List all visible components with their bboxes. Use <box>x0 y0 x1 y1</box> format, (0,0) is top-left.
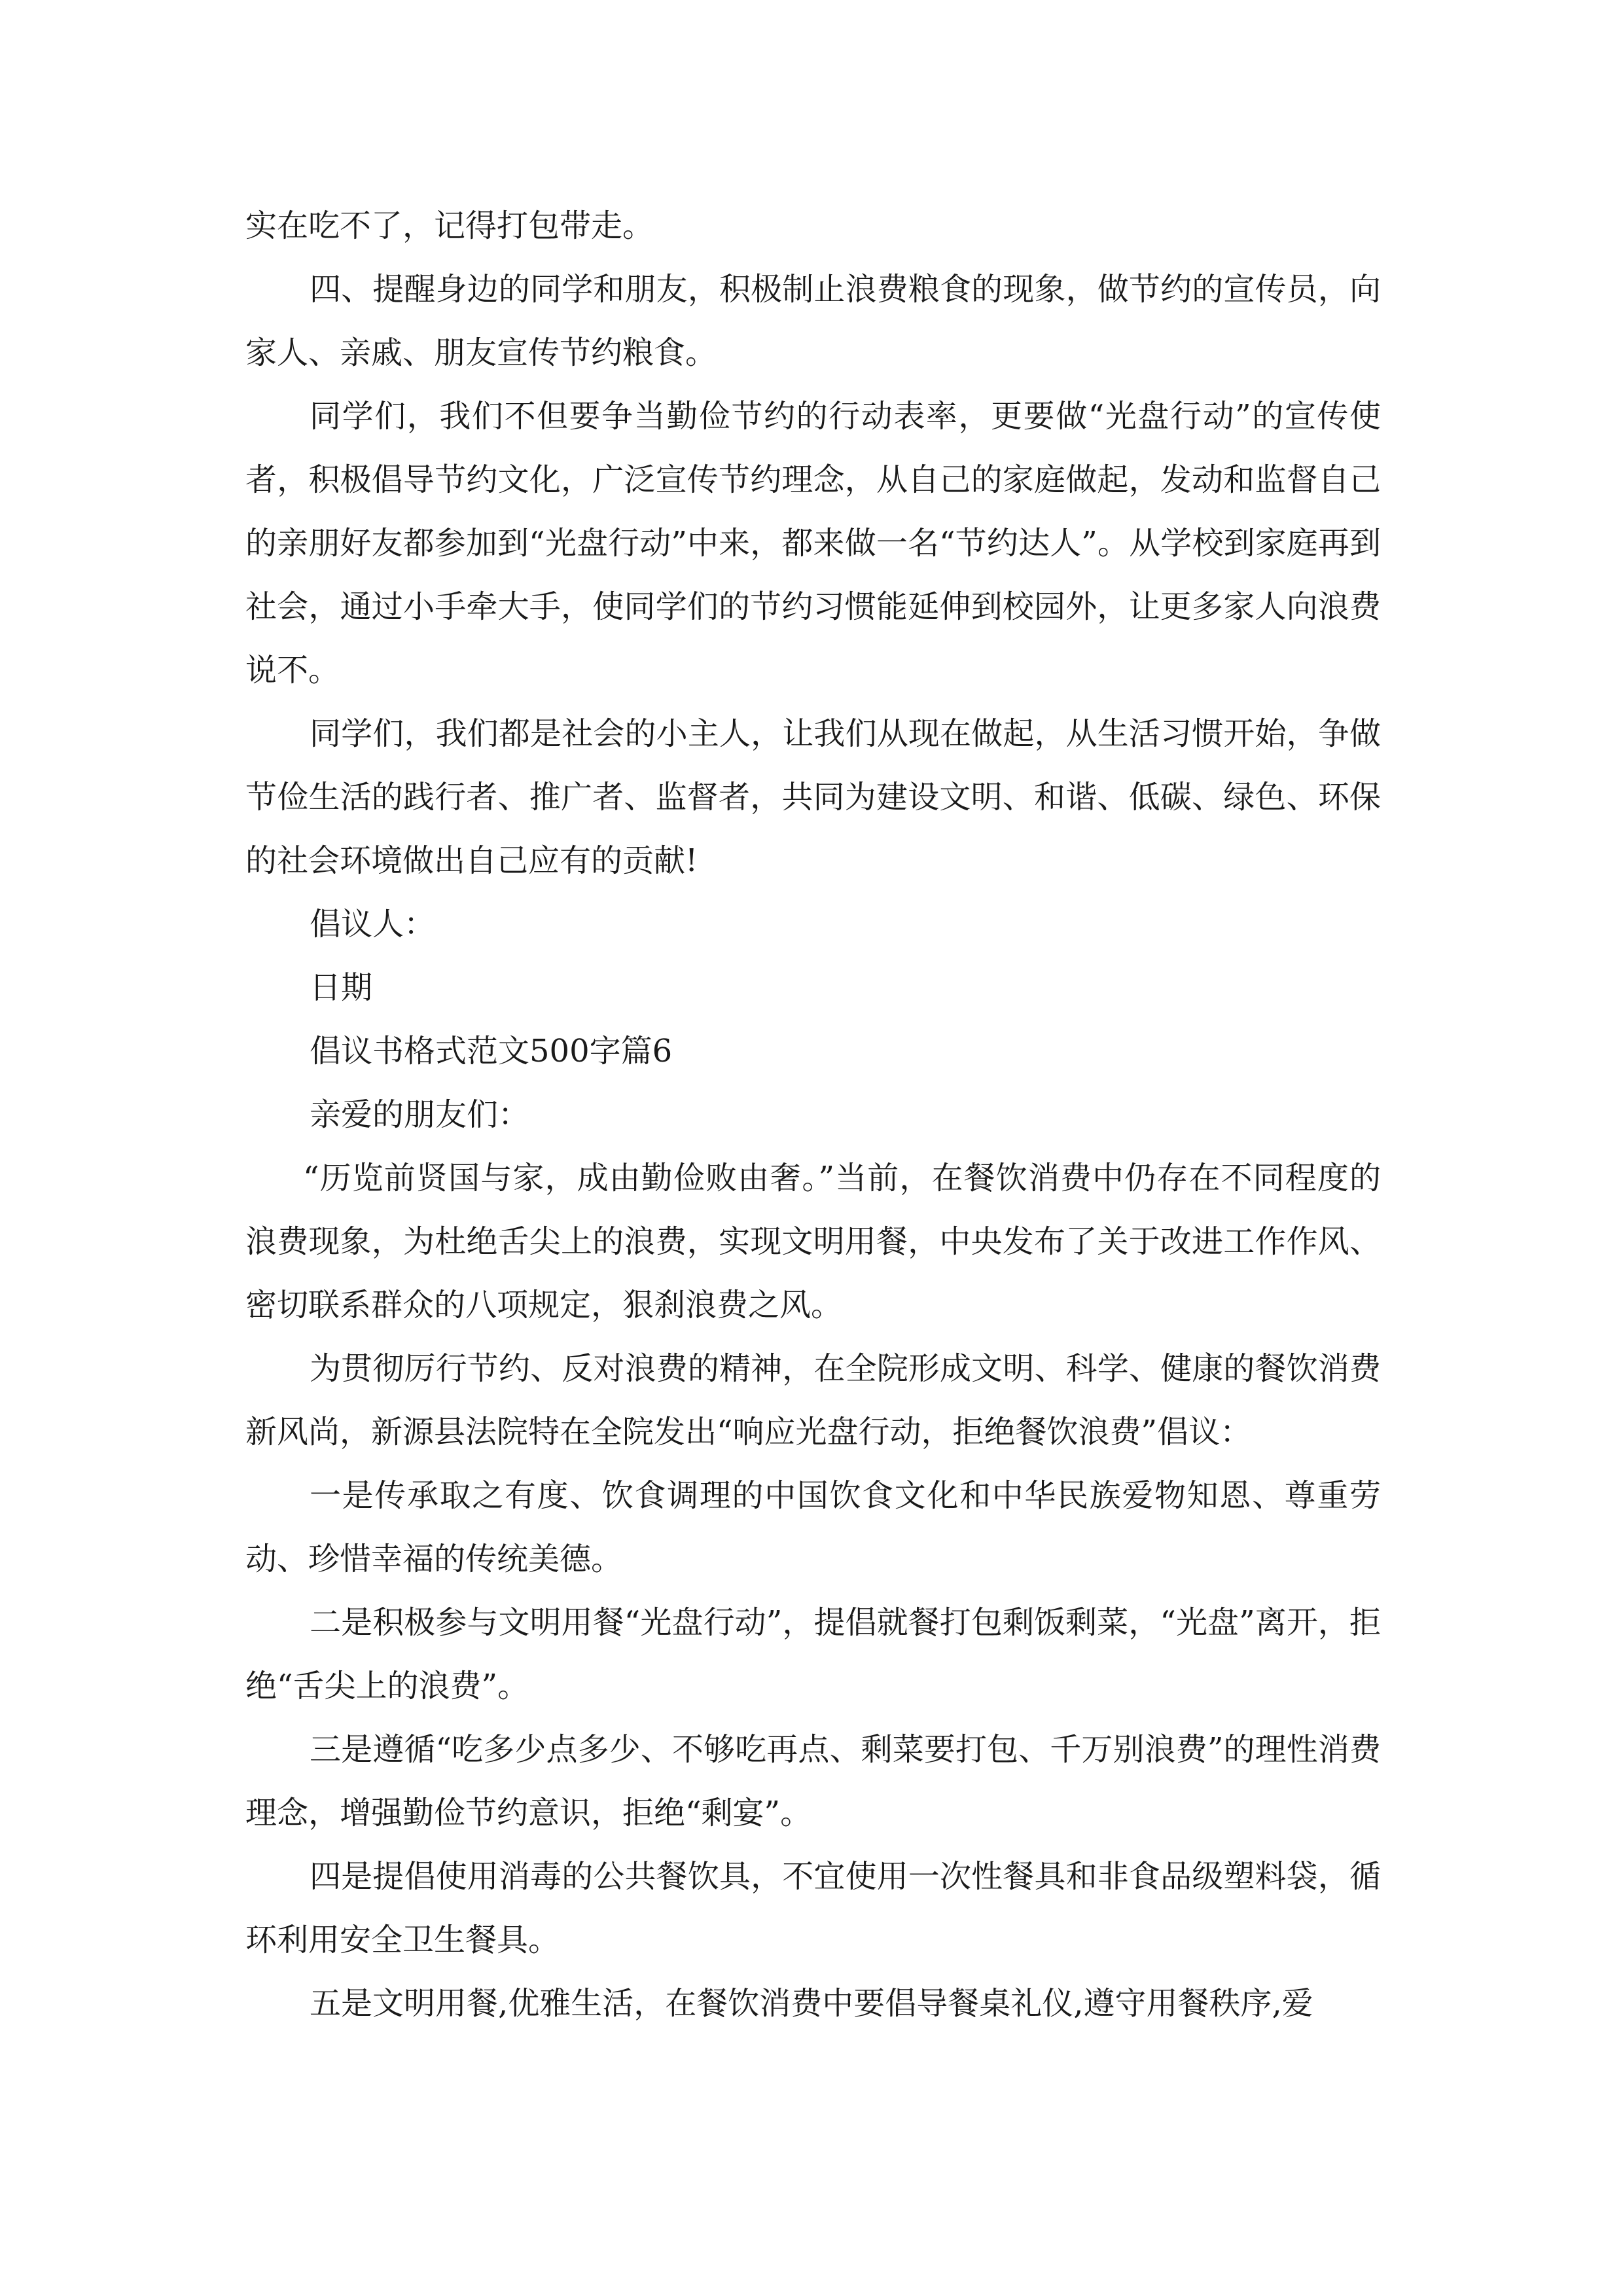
paragraph-1: 四、提醒身边的同学和朋友，积极制止浪费粮食的现象，做节约的宣传员，向家人、亲戚、朋友宣传节约粮食。 <box>245 271 1381 371</box>
section-title: 倡议书格式范文500字篇6 <box>310 1033 673 1069</box>
paragraph-10: 一是传承取之有度、饮食调理的中国饮食文化和中华民族爱物知恩、尊重劳动、珍惜幸福的传统美德。 <box>245 1477 1381 1577</box>
paragraph-14: 五是文明用餐,优雅生活，在餐饮消费中要倡导餐桌礼仪,遵守用餐秩序,爱 <box>310 1985 1313 2022</box>
paragraph-0: 实在吃不了，记得打包带走。 <box>245 207 654 244</box>
paragraph-11: 二是积极参与文明用餐“光盘行动”，提倡就餐打包剩饭剩菜，“光盘”离开，拒绝“舌尖上的浪费”。 <box>245 1604 1381 1704</box>
document-body <box>245 194 1381 2036</box>
proposer-label: 倡议人： <box>310 906 436 942</box>
paragraph-13: 四是提倡使用消毒的公共餐饮具，不宜使用一次性餐具和非食品级塑料袋，循环利用安全卫生餐具。 <box>245 1858 1381 1958</box>
date-label: 日期 <box>310 969 373 1006</box>
paragraph-12: 三是遵循“吃多少点多少、不够吃再点、剩菜要打包、千万别浪费”的理性消费理念，增强勤俭节约意识，拒绝“剩宴”。 <box>245 1731 1381 1831</box>
paragraph-3: 同学们，我们都是社会的小主人，让我们从现在做起，从生活习惯开始，争做节俭生活的践行者、推广者、监督者，共同为建设文明、和谐、低碳、绿色、环保的社会环境做出自己应有的贡献! <box>245 715 1381 879</box>
paragraph-2: 同学们，我们不但要争当勤俭节约的行动表率，更要做“光盘行动”的宣传使者，积极倡导节约文化，广泛宣传节约理念，从自己的家庭做起，发动和监督自己的亲朋好友都参加到“光盘行动”中来，都来做一名“节约达人”。从学校到家庭再到社会，通过小手牵大手，使同学们的节约习惯能延伸到校园外，让更多家人向浪费说不。 <box>245 398 1381 689</box>
salutation: 亲爱的朋友们： <box>310 1096 530 1133</box>
paragraph-9: 为贯彻厉行节约、反对浪费的精神，在全院形成文明、科学、健康的餐饮消费新风尚，新源县法院特在全院发出“响应光盘行动，拒绝餐饮浪费”倡议： <box>245 1350 1381 1450</box>
paragraph-8: “历览前贤国与家，成由勤俭败由奢。”当前，在餐饮消费中仍存在不同程度的浪费现象，为杜绝舌尖上的浪费，实现文明用餐，中央发布了关于改进工作作风、密切联系群众的八项规定，狠刹浪费之风。 <box>245 1160 1381 1323</box>
